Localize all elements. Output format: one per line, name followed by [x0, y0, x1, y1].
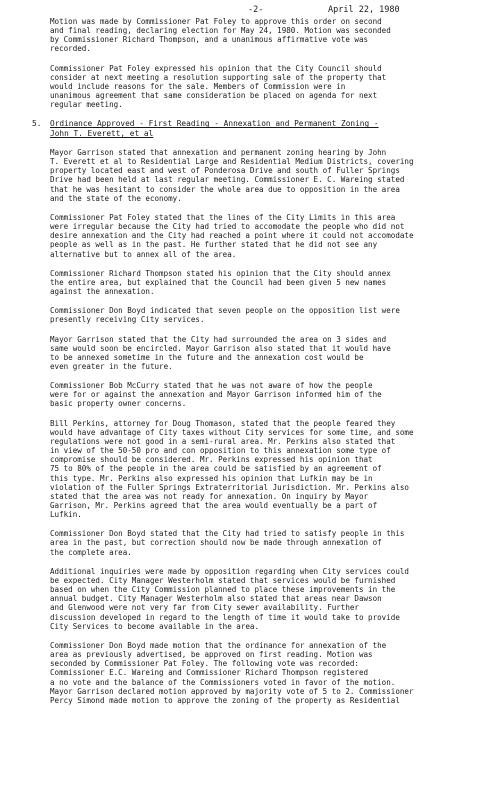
page-date: April 22, 1980	[328, 5, 400, 15]
paragraph-foley-opinion: Commissioner Pat Foley expressed his opinion that the City Council should consider at next meeting a resolution supporting sale of the property that would include reasons for the sale. Members of Commission were in unanimous agreement that same consideration be placed on agenda for next regular meeting.	[50, 63, 387, 110]
section-heading	[32, 119, 472, 138]
page-number: -2-	[248, 5, 264, 15]
paragraph-garrison-hearing: Mayor Garrison stated that annexation and permanent zoning hearing by John T. Everett et al to Residential Large and Residential Medium Districts, covering property located east and west of Ponderosa Drive and south of Fuller Springs Drive had been held at last regular meeting. Commissioner E. C. Wareing stated that he was hesitant to consider the whole area due to opposition in the area and the state of the economy.	[50, 148, 414, 203]
paragraph-additional-inquiries: Additional inquiries were made by opposition regarding when City services could be expected. City Manager Westerholm stated that services would be furnished based on when the City Commission planned to place these improvements in the annual budget. City Manager Westerholm also stated that areas near Dawson and Glenwood were not very far from City sewer availability. Further discussion developed in regard to the length of time it would take to provide City Services to become available in the area.	[50, 566, 409, 631]
paragraph-thompson-annex: Commissioner Richard Thompson stated his opinion that the City should annex the entire area, but explained that the Council had been given 5 new names against the annexation.	[50, 268, 391, 297]
paragraph-foley-city-limits: Commissioner Pat Foley stated that the lines of the City Limits in this area were irregular because the City had tried to accomodate the people who did not desire annexation and the City had reached a point where it could not accomodate people as well as in the past. He further stated that he did not see any alternative but to annex all of the area.	[50, 212, 414, 259]
paragraph-boyd-opposition: Commissioner Don Boyd indicated that seven people on the opposition list were presently receiving City services.	[50, 306, 400, 325]
paragraph-boyd-correction: Commissioner Don Boyd stated that the City had tried to satisfy people in this area in the past, but correction should now be made through annexation of the complete area.	[50, 529, 405, 557]
page-header	[50, 4, 472, 17]
paragraph-perkins: Bill Perkins, attorney for Doug Thomason, stated that the people feared they would have advantage of City taxes without City services for some time, and some regulations were not good in a semi-rural area. Mr. Perkins also stated that in view of the 50-50 pro and con opposition to this annexation some type of compromise should be considered. Mr. Perkins expressed his opinion that 75 to 80% of the people in the area could be satisfied by an agreement of this type. Mr. Perkins also expressed his opinion that Lufkin may be in violation of the Fuller Springs Extraterritorial Jurisdiction. Mr. Perkins also stated that the area was not ready for annexation. On inquiry by Mayor Garrison, Mr. Perkins agreed that the area would eventually be a part of Lufkin.	[50, 418, 414, 520]
section-title: Ordinance Approved - First Reading - Annexation and Permanent Zoning - John T. Everett, et al	[50, 119, 379, 138]
paragraph-garrison-encircled: Mayor Garrison stated that the City had surrounded the area on 3 sides and same would soon be encircled. Mayor Garrison also stated that it would have to be annexed sometime in the future and the annexation cost would be even greater in the future.	[50, 334, 391, 371]
paragraph-mccurry: Commissioner Bob McCurry stated that he was not aware of how the people were for or against the annexation and Mayor Garrison informed him of the basic property owner concerns.	[50, 381, 382, 409]
section-number: 5.	[32, 119, 42, 129]
paragraph-motion-election: Motion was made by Commissioner Pat Foley to approve this order on second and final reading, declaring election for May 24, 1980. Motion was seconded by Commissioner Richard Thompson, and a unanimous affirmative vote was recorded.	[50, 17, 391, 54]
paragraph-boyd-motion: Commissioner Don Boyd made motion that the ordinance for annexation of the area as previously advertised, be approved on first reading. Motion was seconded by Commissioner Pat Foley. The following vote was recorded: Commissioner E.C. Wareing and Commissioner Richard Thompson registered a no vote and the balance of the Commissioners voted in favor of the motion. Mayor Garrison declared motion approved by majority vote of 5 to 2. Commissioner Percy Simond made motion to approve the zoning of the property as Residential	[50, 640, 414, 705]
